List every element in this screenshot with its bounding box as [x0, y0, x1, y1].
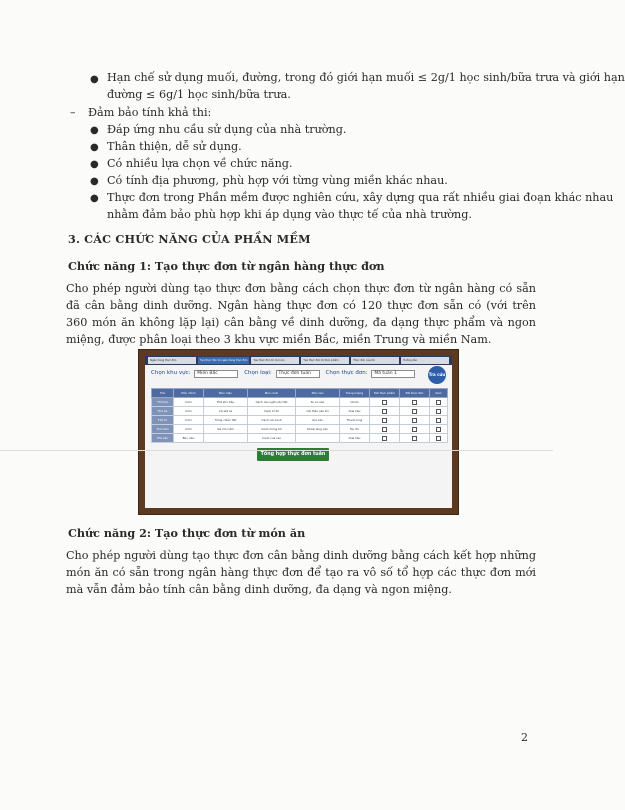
checkbox[interactable] [412, 400, 417, 405]
checkbox[interactable] [436, 409, 441, 414]
tab-help[interactable]: Hướng dẫn [401, 357, 449, 364]
tab-create-from-dishes[interactable]: Tạo thực đơn từ món ăn [251, 357, 299, 364]
menu-table [151, 388, 448, 443]
checkbox[interactable] [382, 427, 387, 432]
column-header: Đổi thực đơn [400, 389, 430, 398]
table-cell: Dưa hấu [340, 407, 370, 416]
screenshot-tab-bar [145, 356, 452, 365]
table-cell: Thứ sáu [152, 434, 174, 443]
swap-food-cell[interactable] [370, 398, 400, 407]
list-item: Có nhiều lựa chọn về chức năng. [107, 157, 293, 170]
view-cell[interactable] [430, 434, 448, 443]
lookup-button[interactable]: Tra cứu [428, 366, 446, 384]
swap-menu-cell[interactable] [400, 407, 430, 416]
software-screenshot [139, 350, 458, 514]
bullet-dot: ● [90, 176, 99, 187]
menu-select[interactable]: Mã tuần 1 [371, 370, 415, 378]
tab-create-from-food[interactable]: Tạo thực đơn từ thực phẩm [301, 357, 349, 364]
checkbox[interactable] [436, 436, 441, 441]
table-cell: Thịt kho tiêu [204, 398, 248, 407]
column-header: Xem [430, 389, 448, 398]
table-cell: Canh mồng tơi [248, 425, 296, 434]
tab-menu-bank[interactable]: Ngân hàng thực đơn [148, 357, 196, 364]
table-row [152, 398, 448, 407]
table-cell: Canh cải xanh [248, 416, 296, 425]
list-item: Có tính địa phương, phù hợp với từng vùng miền khác nhau. [107, 174, 448, 187]
table-header-row [152, 389, 448, 398]
function-2-heading: Chức năng 2: Tạo thực đơn từ món ăn [68, 526, 306, 540]
view-cell[interactable] [430, 425, 448, 434]
table-row [152, 434, 448, 443]
type-filter [244, 370, 319, 378]
list-item: Thân thiện, dễ sử dụng. [107, 140, 242, 153]
table-row [152, 425, 448, 434]
swap-menu-cell[interactable] [400, 398, 430, 407]
table-cell: Su su xào [296, 398, 340, 407]
table-cell: Bún riêu [174, 434, 204, 443]
checkbox[interactable] [382, 436, 387, 441]
table-cell: Thứ năm [152, 425, 174, 434]
menu-filter [326, 370, 416, 378]
scan-artifact-line [0, 450, 553, 451]
list-item: Thực đơn trong Phần mềm được nghiên cứu, xây dựng qua rất nhiều giai đoạn khác nhau [107, 191, 614, 204]
swap-menu-cell[interactable] [400, 425, 430, 434]
table-cell: Đu đủ [340, 425, 370, 434]
swap-food-cell[interactable] [370, 434, 400, 443]
view-cell[interactable] [430, 398, 448, 407]
bullet-dash: – [70, 106, 76, 119]
table-cell: Canh bí đỏ [248, 407, 296, 416]
checkbox[interactable] [382, 409, 387, 414]
swap-menu-cell[interactable] [400, 416, 430, 425]
table-cell: Cải thảo xào tỏi [296, 407, 340, 416]
checkbox[interactable] [412, 427, 417, 432]
checkbox[interactable] [382, 418, 387, 423]
table-cell: Cơm [174, 398, 204, 407]
table-cell: Giá xào [296, 416, 340, 425]
column-header: Món chính [174, 389, 204, 398]
column-header: Tráng miệng [340, 389, 370, 398]
bullet-dot: ● [90, 125, 99, 136]
table-row [152, 407, 448, 416]
type-select[interactable]: Thực đơn tuần [276, 370, 320, 378]
table-cell: Cá sốt cà [204, 407, 248, 416]
table-cell: Canh cua rau [248, 434, 296, 443]
swap-menu-cell[interactable] [400, 434, 430, 443]
checkbox[interactable] [436, 418, 441, 423]
bullet-dot: ● [90, 142, 99, 153]
table-cell: Gà rim nấm [204, 425, 248, 434]
list-item: Hạn chế sử dụng muối, đường, trong đó giới hạn muối ≤ 2g/1 học sinh/bữa trưa và giới hạn [107, 71, 625, 84]
table-cell: Trứng chiên thịt [204, 416, 248, 425]
list-item-continuation: nhằm đảm bảo phù hợp khi áp dụng vào thực tế của nhà trường. [107, 208, 472, 221]
bullet-dot: ● [90, 193, 99, 204]
checkbox[interactable] [382, 400, 387, 405]
list-item: Đáp ứng nhu cầu sử dụng của nhà trường. [107, 123, 347, 136]
view-cell[interactable] [430, 407, 448, 416]
screenshot-window [145, 356, 452, 508]
table-cell [204, 434, 248, 443]
list-item-continuation: đường ≤ 6g/1 học sinh/bữa trưa. [107, 88, 291, 101]
table-cell: Canh rau ngót nấu thịt [248, 398, 296, 407]
tab-create-from-bank[interactable]: Tạo thực đơn từ ngân hàng thực đơn [199, 359, 248, 362]
checkbox[interactable] [412, 409, 417, 414]
table-cell: Chuối [340, 398, 370, 407]
function-1-paragraph: Cho phép người dùng tạo thực đơn bằng cách chọn thực đơn từ ngân hàng có sẵn đã cân bằng dinh dưỡng. Ngân hàng thực đơn có 120 thực đơn sẵn có (với trên 360 món ăn không lặp lại) cân bằng về dinh dưỡng, đa dạng thực phẩm và ngon miệng, được phân loại theo 3 khu vực miền Bắc, miền Trung và miền Nam. [66, 282, 536, 346]
table-cell: Cơm [174, 425, 204, 434]
region-label: Chọn khu vực: [151, 370, 191, 376]
region-select[interactable]: Miền Bắc [194, 370, 238, 378]
table-cell: Thứ tư [152, 416, 174, 425]
bullet-dot: ● [90, 74, 99, 85]
page-number: 2 [521, 731, 528, 744]
checkbox[interactable] [436, 427, 441, 432]
column-header: Món canh [248, 389, 296, 398]
column-header: Thứ [152, 389, 174, 398]
swap-food-cell[interactable] [370, 407, 400, 416]
checkbox[interactable] [436, 400, 441, 405]
table-row [152, 416, 448, 425]
function-2-paragraph: Cho phép người dùng tạo thực đơn cân bằng dinh dưỡng bằng cách kết hợp những món ăn có sẵn trong ngân hàng thực đơn để tạo ra vô số tổ hợp các thực đơn mới mà vẫn đảm bảo tính cân bằng dinh dưỡng, đa dạng và ngon miệng. [66, 549, 536, 596]
column-header: Món mặn [204, 389, 248, 398]
bullet-dot: ● [90, 159, 99, 170]
table-cell: Thanh long [340, 416, 370, 425]
table-cell: Cơm [174, 407, 204, 416]
region-filter [151, 370, 238, 378]
menu-label: Chọn thực đơn: [325, 370, 368, 376]
table-cell: Thứ ba [152, 407, 174, 416]
function-1-heading: Chức năng 1: Tạo thực đơn từ ngân hàng thực đơn [68, 259, 385, 273]
table-cell: Khoai lang xào [296, 425, 340, 434]
table-cell: Cơm [174, 416, 204, 425]
checkbox[interactable] [412, 418, 417, 423]
filter-bar [151, 370, 415, 378]
tab-my-menus[interactable]: Thực đơn của tôi [351, 357, 399, 364]
table-cell: Thứ hai [152, 398, 174, 407]
swap-food-cell[interactable] [370, 416, 400, 425]
column-header: Món xào [296, 389, 340, 398]
table-cell: Dưa hấu [340, 434, 370, 443]
section-title: 3. CÁC CHỨC NĂNG CỦA PHẦN MỀM [68, 232, 311, 246]
column-header: Đổi thực phẩm [370, 389, 400, 398]
swap-food-cell[interactable] [370, 425, 400, 434]
table-cell [296, 434, 340, 443]
view-cell[interactable] [430, 416, 448, 425]
summary-menu-button[interactable]: Tổng hợp thực đơn tuần [257, 448, 329, 461]
type-label: Chọn loại: [244, 370, 272, 376]
list-item: Đảm bảo tính khả thi: [88, 106, 212, 119]
checkbox[interactable] [412, 436, 417, 441]
